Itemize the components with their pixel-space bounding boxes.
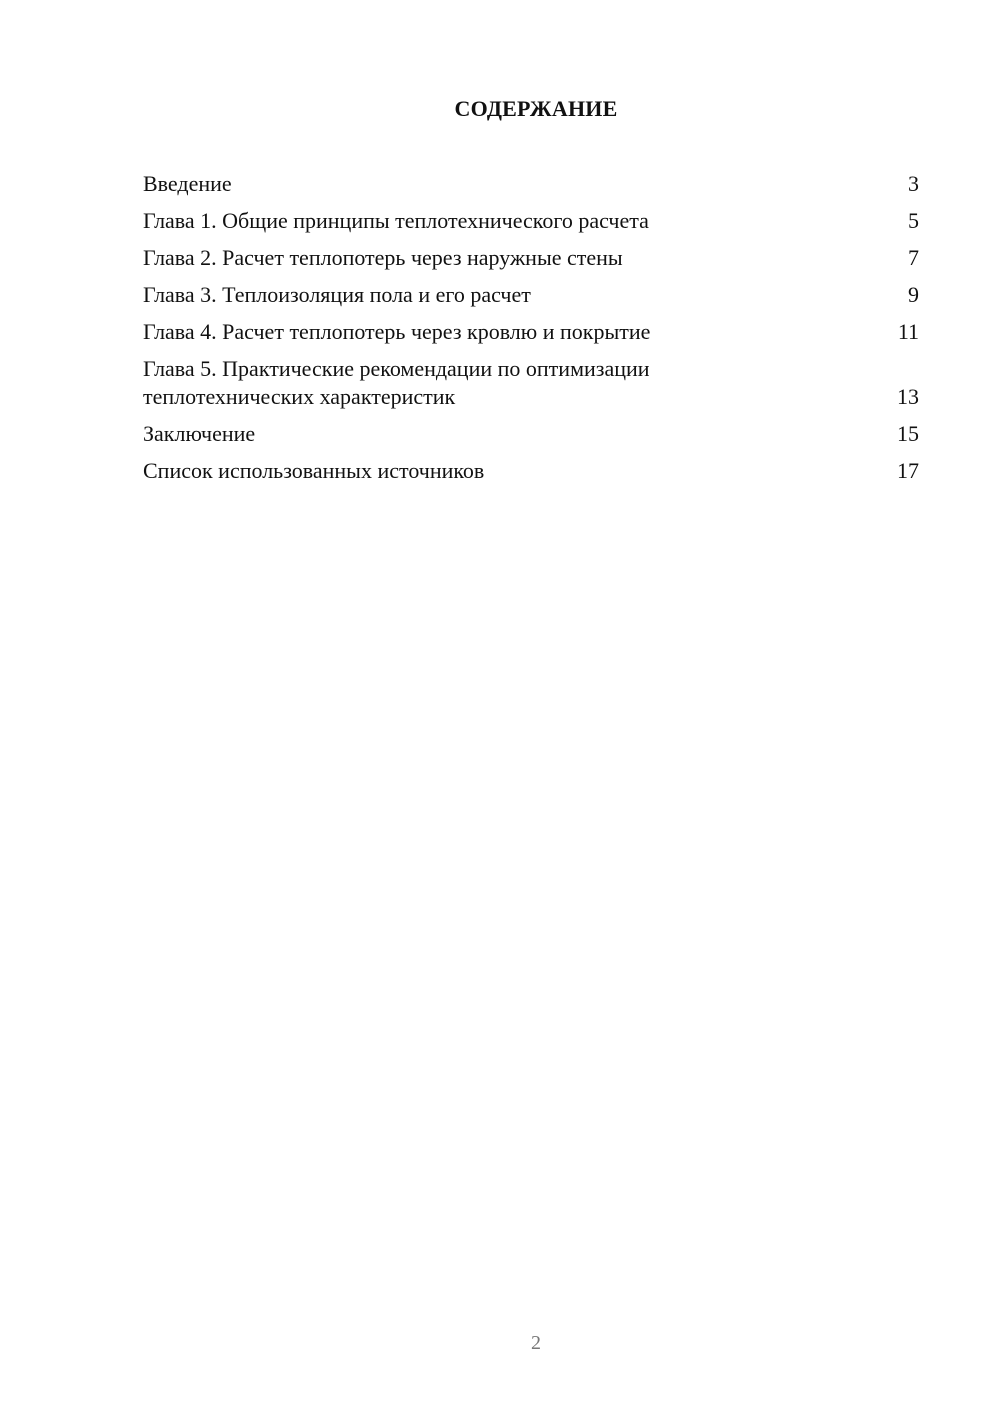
toc-entry-label: Глава 2. Расчет теплопотерь через наружные стены xyxy=(143,245,623,270)
page-number: 2 xyxy=(531,1332,541,1354)
toc-heading: СОДЕРЖАНИЕ xyxy=(454,96,618,121)
toc-entry-label: Глава 5. Практические рекомендации по оптимизации теплотехнических характеристик xyxy=(143,356,650,409)
toc-heading-wrapper xyxy=(0,96,1000,122)
toc-entry-page: 9 xyxy=(908,282,919,307)
toc-entry-chapter-4 xyxy=(143,318,919,346)
toc-entry-label: Глава 4. Расчет теплопотерь через кровлю и покрытие xyxy=(143,319,651,344)
toc-entry-page: 17 xyxy=(897,458,919,483)
toc-entry-page: 3 xyxy=(908,171,919,196)
table-of-contents xyxy=(143,170,919,494)
toc-entry-label: Заключение xyxy=(143,421,256,446)
toc-entry-chapter-2 xyxy=(143,244,919,272)
toc-entry-page: 15 xyxy=(897,421,919,446)
toc-entry-conclusion xyxy=(143,420,919,448)
toc-entry-label: Введение xyxy=(143,171,232,196)
toc-entry-page: 5 xyxy=(908,208,919,233)
toc-entry-label: Список использованных источников xyxy=(143,458,485,483)
toc-entry-references xyxy=(143,457,919,485)
toc-entry-chapter-1 xyxy=(143,207,919,235)
toc-entry-label: Глава 1. Общие принципы теплотехнического расчета xyxy=(143,208,649,233)
toc-entry-introduction xyxy=(143,170,919,198)
page-number-wrapper xyxy=(0,1332,1000,1355)
toc-entry-label: Глава 3. Теплоизоляция пола и его расчет xyxy=(143,282,531,307)
toc-entry-page: 7 xyxy=(908,245,919,270)
toc-entry-chapter-5 xyxy=(143,355,919,411)
toc-entry-page: 11 xyxy=(897,319,919,344)
toc-entry-page: 13 xyxy=(897,384,919,409)
toc-entry-chapter-3 xyxy=(143,281,919,309)
